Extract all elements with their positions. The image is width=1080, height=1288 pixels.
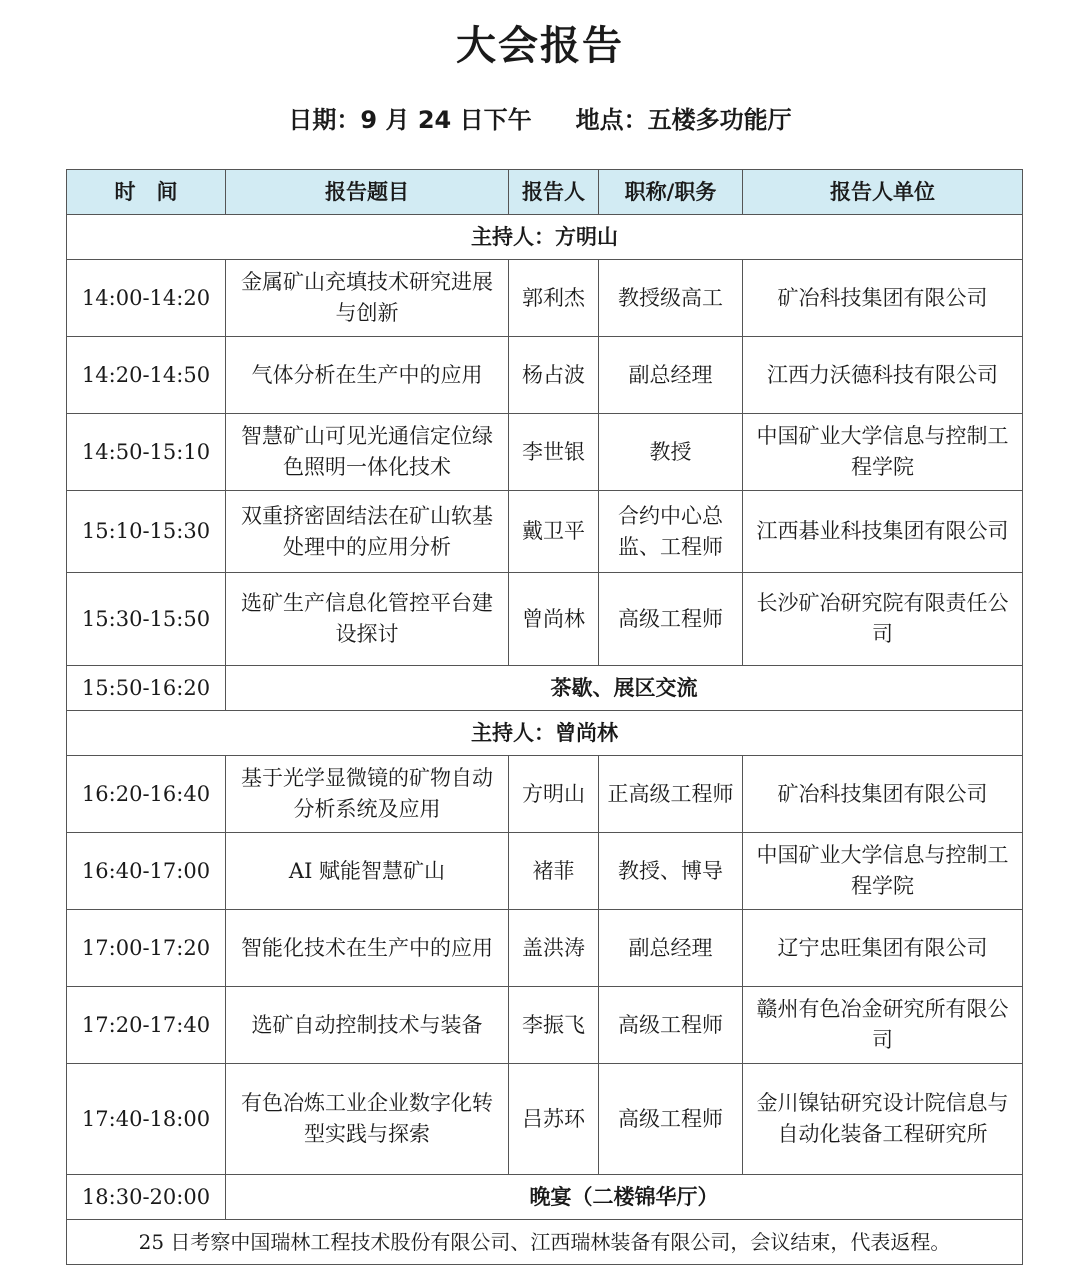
cell-time: 16:20-16:40: [67, 756, 226, 833]
table-row: [67, 491, 1023, 573]
venue-label: 地点：五楼多功能厅: [575, 106, 792, 134]
session2-host: 主持人：曾尚林: [67, 711, 1023, 756]
cell-title: 高级工程师: [599, 1064, 743, 1175]
cell-topic: 选矿生产信息化管控平台建设探讨: [226, 573, 509, 666]
cell-speaker: 吕苏环: [509, 1064, 599, 1175]
session1-host: 主持人：方明山: [67, 215, 1023, 260]
cell-title: 教授、博导: [599, 833, 743, 910]
cell-title: 副总经理: [599, 337, 743, 414]
schedule-table: [66, 169, 1023, 1265]
cell-time: 14:00-14:20: [67, 260, 226, 337]
table-row: [67, 414, 1023, 491]
cell-org: 中国矿业大学信息与控制工程学院: [743, 414, 1023, 491]
cell-time: 15:30-15:50: [67, 573, 226, 666]
table-row: [67, 337, 1023, 414]
cell-title: 高级工程师: [599, 987, 743, 1064]
meeting-info: [0, 100, 1080, 135]
cell-topic: 金属矿山充填技术研究进展与创新: [226, 260, 509, 337]
cell-org: 金川镍钴研究设计院信息与自动化装备工程研究所: [743, 1064, 1023, 1175]
date-label: 日期：9 月 24 日下午: [288, 106, 532, 134]
cell-org: 矿冶科技集团有限公司: [743, 260, 1023, 337]
cell-topic: 有色冶炼工业企业数字化转型实践与探索: [226, 1064, 509, 1175]
session-host-row: [67, 711, 1023, 756]
cell-topic: 选矿自动控制技术与装备: [226, 987, 509, 1064]
dinner-time: 18:30-20:00: [67, 1175, 226, 1220]
table-row: [67, 833, 1023, 910]
cell-topic: 双重挤密固结法在矿山软基处理中的应用分析: [226, 491, 509, 573]
cell-org: 中国矿业大学信息与控制工程学院: [743, 833, 1023, 910]
cell-time: 17:20-17:40: [67, 987, 226, 1064]
cell-title: 副总经理: [599, 910, 743, 987]
cell-speaker: 戴卫平: [509, 491, 599, 573]
break-label: 茶歇、展区交流: [226, 666, 1023, 711]
table-row: [67, 910, 1023, 987]
table-row: [67, 987, 1023, 1064]
cell-speaker: 褚菲: [509, 833, 599, 910]
cell-time: 14:50-15:10: [67, 414, 226, 491]
cell-time: 14:20-14:50: [67, 337, 226, 414]
table-row: [67, 756, 1023, 833]
cell-time: 17:40-18:00: [67, 1064, 226, 1175]
header-time: 时 间: [67, 170, 226, 215]
cell-speaker: 李世银: [509, 414, 599, 491]
cell-topic: 智能化技术在生产中的应用: [226, 910, 509, 987]
cell-topic: 智慧矿山可见光通信定位绿色照明一体化技术: [226, 414, 509, 491]
cell-topic: AI 赋能智慧矿山: [226, 833, 509, 910]
cell-speaker: 方明山: [509, 756, 599, 833]
cell-title: 正高级工程师: [599, 756, 743, 833]
table-row: [67, 573, 1023, 666]
cell-time: 17:00-17:20: [67, 910, 226, 987]
dinner-label: 晚宴（二楼锦华厅）: [226, 1175, 1023, 1220]
footer-note: 25 日考察中国瑞林工程技术股份有限公司、江西瑞林装备有限公司，会议结束，代表返程。: [67, 1220, 1023, 1265]
cell-time: 15:10-15:30: [67, 491, 226, 573]
cell-speaker: 郭利杰: [509, 260, 599, 337]
cell-org: 矿冶科技集团有限公司: [743, 756, 1023, 833]
cell-speaker: 曾尚林: [509, 573, 599, 666]
session-host-row: [67, 215, 1023, 260]
table-row: [67, 260, 1023, 337]
break-time: 15:50-16:20: [67, 666, 226, 711]
cell-org: 江西力沃德科技有限公司: [743, 337, 1023, 414]
header-title: 职称/职务: [599, 170, 743, 215]
cell-title: 合约中心总监、工程师: [599, 491, 743, 573]
header-org: 报告人单位: [743, 170, 1023, 215]
cell-time: 16:40-17:00: [67, 833, 226, 910]
cell-title: 高级工程师: [599, 573, 743, 666]
cell-speaker: 杨占波: [509, 337, 599, 414]
cell-topic: 气体分析在生产中的应用: [226, 337, 509, 414]
break-row: [67, 666, 1023, 711]
page-title: 大会报告: [456, 23, 624, 69]
header-speaker: 报告人: [509, 170, 599, 215]
footer-note-row: [67, 1220, 1023, 1265]
cell-org: 赣州有色冶金研究所有限公司: [743, 987, 1023, 1064]
cell-title: 教授级高工: [599, 260, 743, 337]
dinner-row: [67, 1175, 1023, 1220]
cell-title: 教授: [599, 414, 743, 491]
cell-org: 长沙矿冶研究院有限责任公司: [743, 573, 1023, 666]
cell-org: 江西碁业科技集团有限公司: [743, 491, 1023, 573]
cell-org: 辽宁忠旺集团有限公司: [743, 910, 1023, 987]
table-row: [67, 1064, 1023, 1175]
header-topic: 报告题目: [226, 170, 509, 215]
cell-topic: 基于光学显微镜的矿物自动分析系统及应用: [226, 756, 509, 833]
cell-speaker: 李振飞: [509, 987, 599, 1064]
cell-speaker: 盖洪涛: [509, 910, 599, 987]
table-header-row: [67, 170, 1023, 215]
